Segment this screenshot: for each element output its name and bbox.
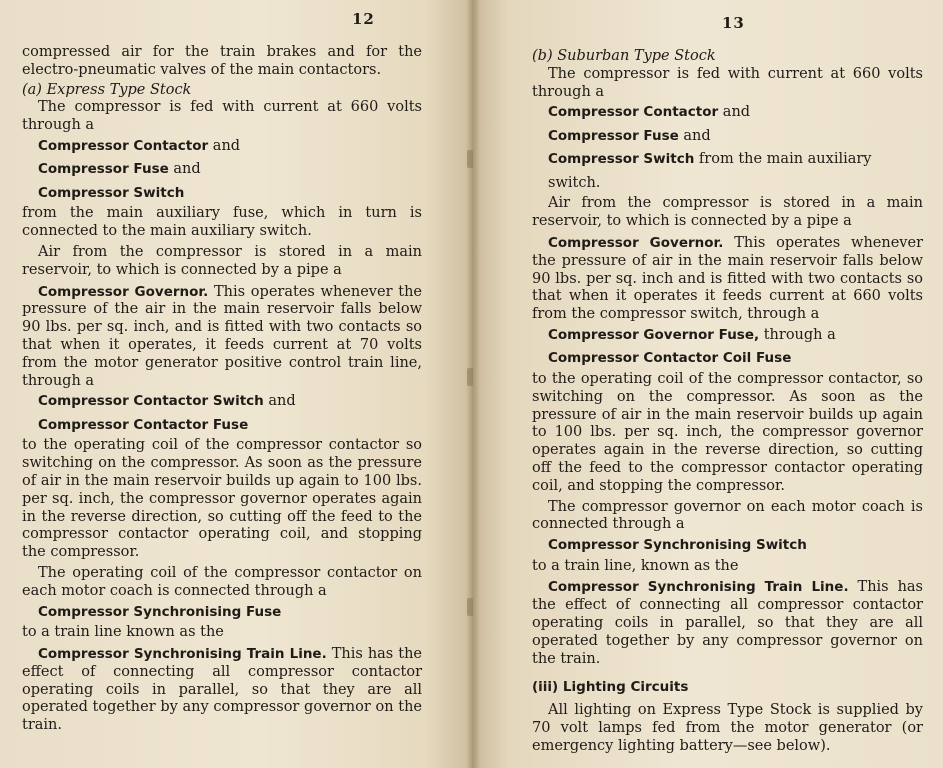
paragraph: to the operating coil of the compressor contactor, so switching on the compressor. As soon as the pressure of air in the main reservoir builds up again to 100 lbs. per sq. inch, the compressor governor operates again in the reverse direction, so cutting off the feed to the compressor contactor operating coil, and stopping the compressor. xyxy=(532,370,923,494)
paragraph: Air from the compressor is stored in a main reservoir, to which is connected by a pipe a xyxy=(532,195,923,230)
binding-staple xyxy=(467,598,473,616)
paragraph: Compressor Governor. This operates whenever the pressure of the air in the main reservoir falls below 90 lbs. per sq. inch, and is fitted with two contacts so that when it operates, it feeds current at 70 volts from the motor generator positive control train line, through a xyxy=(22,283,422,389)
component-item: Compressor Contactor and xyxy=(548,104,751,121)
paragraph: Compressor Synchronising Train Line. This has the effect of connecting all compressor contactor operating coils in parallel, so that they are all operated together by any compressor governor on the train. xyxy=(22,645,423,734)
page-number: 12 xyxy=(352,10,375,28)
paragraph: The compressor is fed with current at 660 volts through a xyxy=(532,65,923,100)
component-item: Compressor Fuse and xyxy=(38,161,201,178)
paragraph: Air from the compressor is stored in a main reservoir, to which is connected by a pipe a xyxy=(22,244,422,278)
paragraph: The compressor governor on each motor coach is connected through a xyxy=(532,498,923,533)
binding-staple xyxy=(467,368,473,386)
component-item: Compressor Contactor and xyxy=(38,137,241,154)
component-item: Compressor Contactor Fuse xyxy=(38,416,249,433)
component-item: Compressor Contactor Switch and xyxy=(38,393,296,410)
component-item: Compressor Fuse and xyxy=(548,127,711,144)
paragraph: The compressor is fed with current at 660 volts through a xyxy=(22,99,422,134)
page-number: 13 xyxy=(722,14,745,32)
paragraph: Compressor Synchronising Train Line. This has the effect of connecting all compressor contactor operating coils in parallel, so that they are all operated together by any compressor governor on the train. xyxy=(532,579,923,667)
section-heading: (b) Suburban Type Stock xyxy=(532,48,716,64)
component-item: Compressor Synchronising Switch xyxy=(548,537,807,554)
paragraph: from the main auxiliary fuse, which in turn is connected to the main auxiliary switch. xyxy=(22,205,422,240)
component-item: Compressor Switch from the main auxiliary switch. xyxy=(548,151,872,191)
paragraph: to the operating coil of the compressor contactor so switching on the compressor. As soon as the pressure of air in the main reservoir builds up again to 100 lbs. per sq. inch, the compressor governor operates again in the reverse direction, so cutting off the feed to the compressor contactor operating coil, and stopping the compressor. xyxy=(22,437,422,561)
section-heading: (a) Express Type Stock xyxy=(22,81,192,98)
paragraph: to a train line known as the xyxy=(22,624,224,641)
paragraph: to a train line, known as the xyxy=(532,557,739,574)
binding-staple xyxy=(467,150,473,168)
intro-text: compressed air for the train brakes and for the electro-pneumatic valves of the main contactors. xyxy=(22,44,422,78)
component-item: Compressor Contactor Coil Fuse xyxy=(548,350,792,367)
paragraph: All lighting on Express Type Stock is supplied by 70 volt lamps fed from the motor generator (or emergency lighting battery—see below). xyxy=(532,702,923,755)
paragraph: Compressor Governor. This operates whenever the pressure of air in the main reservoir falls below 90 lbs. per sq. inch and is fitted with two contacts so that when it operates it feeds current at 660 volts from the compressor switch, through a xyxy=(532,234,923,323)
section-heading: (iii) Lighting Circuits xyxy=(532,679,689,696)
component-item: Compressor Synchronising Fuse xyxy=(38,603,282,620)
component-item: Compressor Switch xyxy=(38,184,185,201)
component-item: Compressor Governor Fuse, through a xyxy=(548,326,836,343)
right-page xyxy=(472,0,943,768)
paragraph: The operating coil of the compressor contactor on each motor coach is connected through a xyxy=(22,565,422,599)
